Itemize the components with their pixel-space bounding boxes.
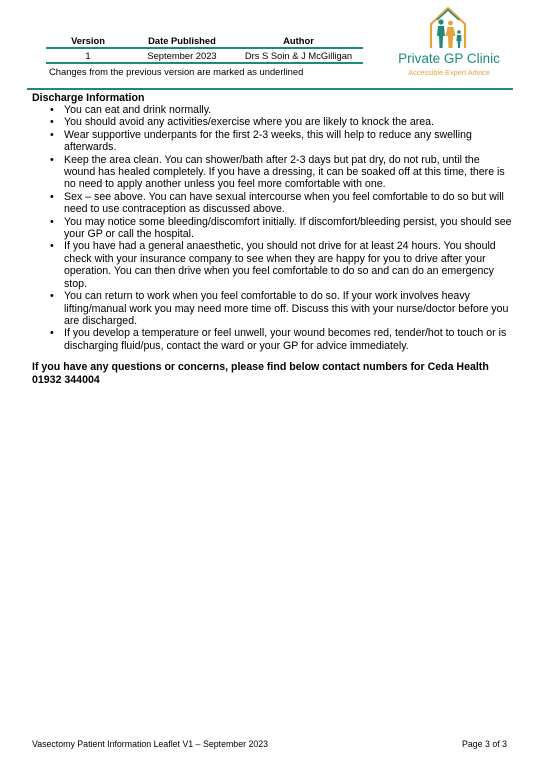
list-item-text: Wear supportive underpants for the first 2-3 weeks, this will help to reduce any swelling afterwards. xyxy=(64,128,472,154)
contact-text: If you have any questions or concerns, please find below contact numbers for Ceda Health xyxy=(32,361,489,374)
list-item xyxy=(32,129,512,154)
list-item xyxy=(32,327,512,352)
list-item-text: If you have had a general anaesthetic, you should not drive for at least 24 hours. You should check with your insurance company to see when they are happy for you to drive after your operation. You can then drive when you feel comfortable to do so and can do an emergency stop. xyxy=(64,240,496,290)
clinic-tagline: Accessible Expert Advice xyxy=(408,68,490,77)
list-item-text: Sex – see above. You can have sexual intercourse when you feel comfortable to do so but will need to use contraception as discussed above. xyxy=(64,190,504,216)
discharge-section xyxy=(32,92,512,386)
column-header-version: Version xyxy=(71,35,105,46)
version-table-header xyxy=(46,35,363,48)
list-item-text: You may notice some bleeding/discomfort initially. If discomfort/bleeding persist, you should see your GP or call the hospital. xyxy=(64,215,512,241)
list-item xyxy=(32,154,512,191)
list-item xyxy=(32,216,512,241)
column-header-author: Author xyxy=(283,35,314,46)
list-item-text: You should avoid any activities/exercise where you are likely to knock the area. xyxy=(64,116,435,129)
changes-note: Changes from the previous version are marked as underlined xyxy=(49,66,304,77)
list-item-text: You can eat and drink normally. xyxy=(64,104,212,116)
list-item xyxy=(32,116,512,128)
version-table-row xyxy=(46,48,363,63)
contact-block xyxy=(32,361,512,386)
bullet-icon: • xyxy=(50,215,54,228)
header-divider xyxy=(27,88,513,90)
footer-title: Vasectomy Patient Information Leaflet V1 – September 2023 xyxy=(32,739,269,749)
page-number: Page 3 of 3 xyxy=(462,739,507,749)
bullet-icon: • xyxy=(50,153,54,166)
list-item xyxy=(32,191,512,216)
discharge-list xyxy=(32,104,512,352)
list-item xyxy=(32,240,512,290)
family-house-icon xyxy=(425,4,471,50)
bullet-icon: • xyxy=(50,290,54,303)
list-item-text: Keep the area clean. You can shower/bath after 2-3 days but pat dry, do not rub, until the wound has healed completely. If you have a dressing, it can be soaked off at this time, there is no need to apply another unless you feel more comfortable with one. xyxy=(64,153,505,191)
column-header-date: Date Published xyxy=(148,35,216,46)
list-item xyxy=(32,290,512,327)
version-table xyxy=(46,35,363,64)
bullet-icon: • xyxy=(50,240,54,253)
contact-phone: 01932 344004 xyxy=(32,373,100,386)
list-item-text: You can return to work when you feel comfortable to do so. If your work involves heavy lifting/manual work you may need more time off. Discuss this with your nurse/doctor before you are discharged. xyxy=(64,290,509,327)
bullet-icon: • xyxy=(50,327,54,340)
author-cell: Drs S Soin & J McGilligan xyxy=(244,50,353,61)
date-cell: September 2023 xyxy=(147,50,217,61)
bullet-icon: • xyxy=(50,116,54,129)
bullet-icon: • xyxy=(50,104,54,116)
clinic-logo xyxy=(389,4,509,80)
clinic-name: Private GP Clinic xyxy=(398,51,500,66)
list-item xyxy=(32,104,512,116)
bullet-icon: • xyxy=(50,128,54,141)
list-item-text: If you develop a temperature or feel unwell, your wound becomes red, tender/hot to touch or is discharging fluid/pus, contact the ward or your GP for advice immediately. xyxy=(64,327,507,352)
section-title: Discharge Information xyxy=(32,92,145,104)
version-cell: 1 xyxy=(85,50,91,61)
bullet-icon: • xyxy=(50,190,54,203)
